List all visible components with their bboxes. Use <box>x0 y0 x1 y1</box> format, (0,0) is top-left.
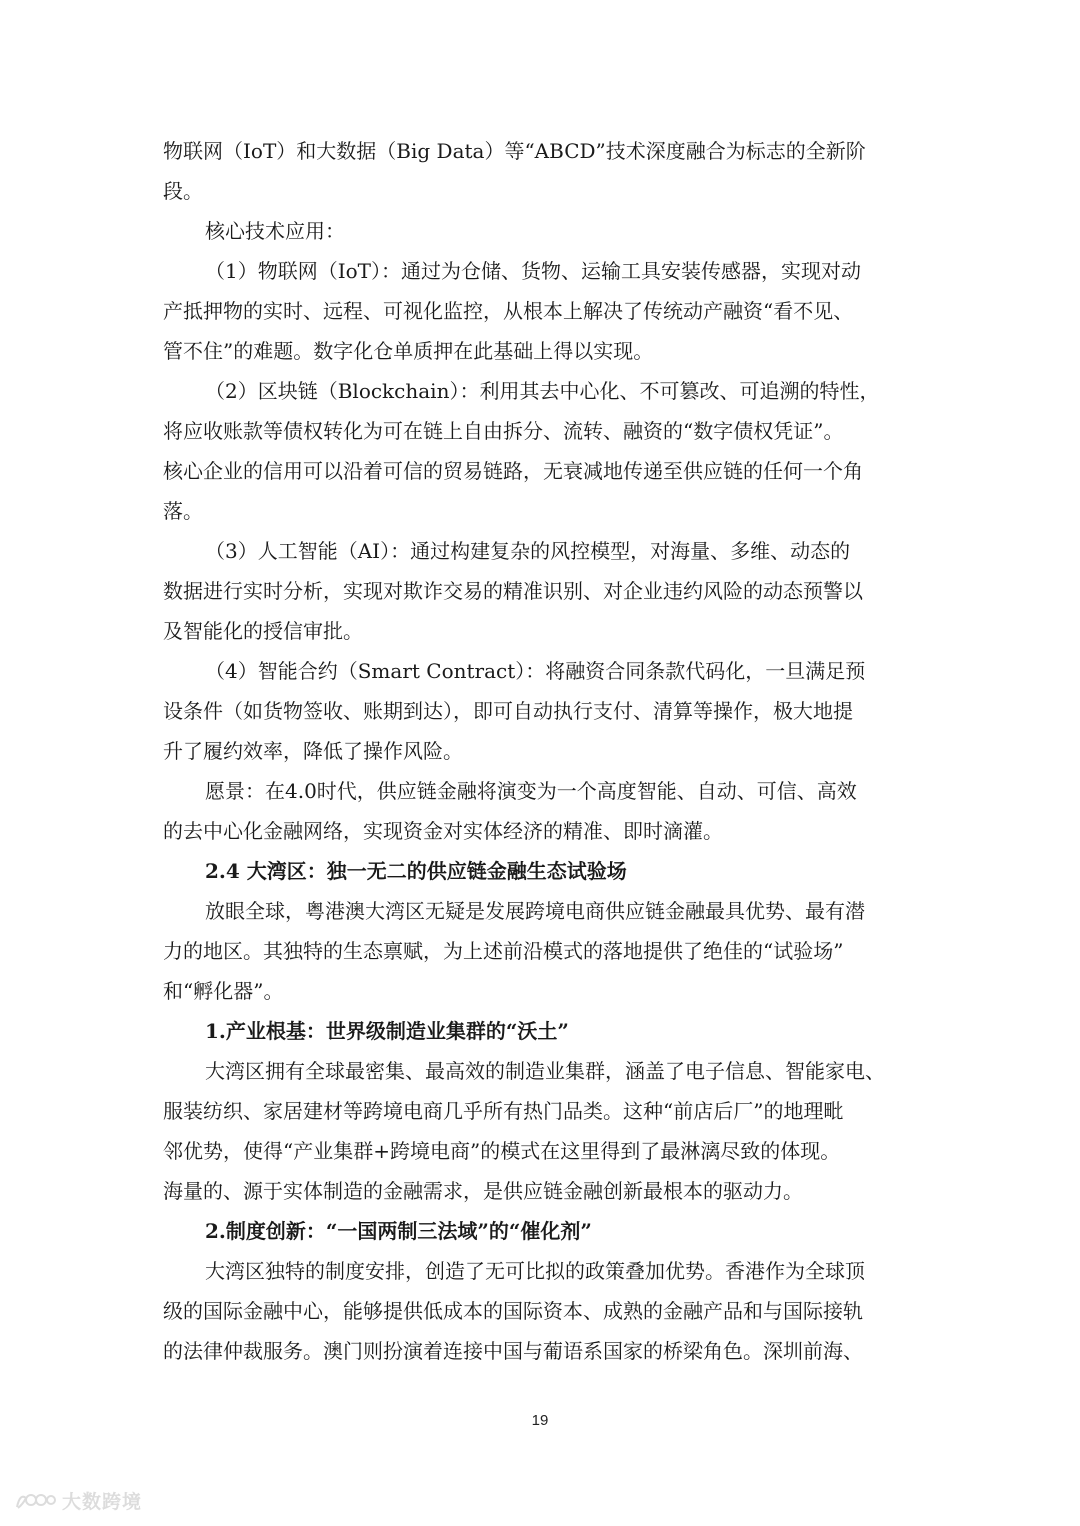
list-item-text: （2）区块链（Blockchain）：利用其去中心化、不可篡改、可追溯的特性， <box>205 379 880 403</box>
body-text-line: 管不住”的难题。数字化仓单质押在此基础上得以实现。 <box>163 339 654 363</box>
paragraph-label: 核心技术应用： <box>205 219 345 243</box>
body-text-line: 的法律仲裁服务。澳门则扮演着连接中国与葡语系国家的桥梁角色。深圳前海、 <box>163 1339 863 1363</box>
list-item-text: （1）物联网（IoT）：通过为仓储、货物、运输工具安装传感器，实现对动 <box>205 259 862 283</box>
body-text-line: 愿景：在4.0时代，供应链金融将演变为一个高度智能、自动、可信、高效 <box>205 779 857 803</box>
body-text-line: 海量的、源于实体制造的金融需求，是供应链金融创新最根本的驱动力。 <box>163 1179 803 1203</box>
body-text-line: 级的国际金融中心，能够提供低成本的国际资本、成熟的金融产品和与国际接轨 <box>163 1299 863 1323</box>
brand-logo-icon <box>14 1489 56 1511</box>
page-number: 19 <box>531 1412 549 1429</box>
watermark <box>14 1486 142 1514</box>
body-text-line: 数据进行实时分析，实现对欺诈交易的精准识别、对企业违约风险的动态预警以 <box>163 579 863 603</box>
body-text-line: 力的地区。其独特的生态禀赋，为上述前沿模式的落地提供了绝佳的“试验场” <box>163 939 844 963</box>
body-text-line: 物联网（IoT）和大数据（Big Data）等“ABCD”技术深度融合为标志的全新阶 <box>163 139 866 163</box>
subsection-heading: 1.产业根基：世界级制造业集群的“沃土” <box>205 1019 569 1043</box>
body-text-line: 和“孵化器”。 <box>163 979 284 1003</box>
list-item-text: （3）人工智能（AI）：通过构建复杂的风控模型，对海量、多维、动态的 <box>205 539 851 563</box>
watermark-text: 大数跨境 <box>62 1490 143 1513</box>
body-text-line: 核心企业的信用可以沿着可信的贸易链路，无衰减地传递至供应链的任何一个角 <box>163 459 863 483</box>
body-text-line: 将应收账款等债权转化为可在链上自由拆分、流转、融资的“数字债权凭证”。 <box>163 419 844 443</box>
body-text-line: 邻优势，使得“产业集群+跨境电商”的模式在这里得到了最淋漓尽致的体现。 <box>163 1139 841 1163</box>
body-text-line: 升了履约效率，降低了操作风险。 <box>163 739 463 763</box>
body-text-line: 产抵押物的实时、远程、可视化监控，从根本上解决了传统动产融资“看不见、 <box>163 299 854 323</box>
body-text-line: 放眼全球，粤港澳大湾区无疑是发展跨境电商供应链金融最具优势、最有潜 <box>205 899 865 923</box>
body-text-line: 大湾区拥有全球最密集、最高效的制造业集群，涵盖了电子信息、智能家电、 <box>205 1059 885 1083</box>
body-text-line: 设条件（如货物签收、账期到达），即可自动执行支付、清算等操作，极大地提 <box>163 699 853 723</box>
list-item-text: （4）智能合约（Smart Contract）：将融资合同条款代码化，一旦满足预 <box>205 659 866 683</box>
body-text-line: 段。 <box>163 179 203 203</box>
section-heading: 2.4 大湾区：独一无二的供应链金融生态试验场 <box>205 859 627 883</box>
body-text-line: 服装纺织、家居建材等跨境电商几乎所有热门品类。这种“前店后厂”的地理毗 <box>163 1099 844 1123</box>
body-text-line: 落。 <box>163 499 203 523</box>
body-text-line: 大湾区独特的制度安排，创造了无可比拟的政策叠加优势。香港作为全球顶 <box>205 1259 865 1283</box>
subsection-heading: 2.制度创新：“一国两制三法域”的“催化剂” <box>205 1219 592 1243</box>
body-text-line: 的去中心化金融网络，实现资金对实体经济的精准、即时滴灌。 <box>163 819 723 843</box>
body-text-line: 及智能化的授信审批。 <box>163 619 363 643</box>
